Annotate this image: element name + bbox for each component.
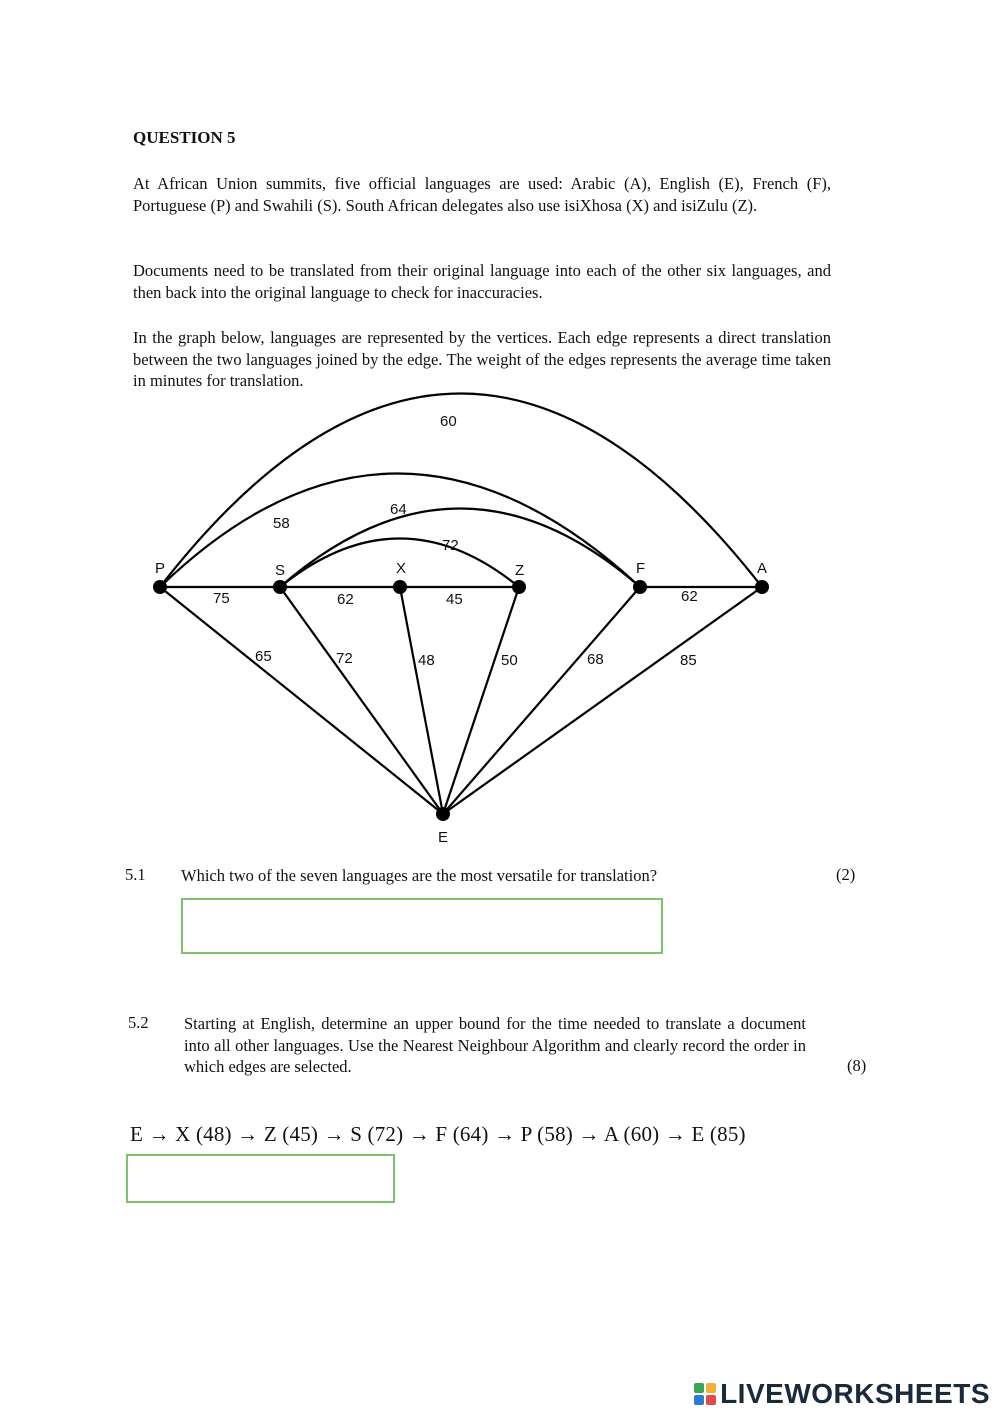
weight-F-A: 62: [681, 588, 698, 605]
weight-X-Z: 45: [446, 591, 463, 608]
weight-P-F: 58: [273, 515, 290, 532]
edge-S-F: [280, 509, 640, 588]
q52-answer-text: E → X (48) → Z (45) → S (72) → F (64) → P (58) → A (60) → E (85): [130, 1122, 746, 1146]
edge-S-E: [280, 587, 443, 814]
weight-S-Z: 72: [442, 537, 459, 554]
vertex-label-F: F: [636, 560, 646, 577]
brand-name: LIVEWORKSHEETS: [720, 1378, 990, 1409]
weight-S-E: 72: [336, 650, 353, 667]
vertex-X: [393, 580, 407, 594]
weight-P-E: 65: [255, 648, 272, 665]
vertex-P: [153, 580, 167, 594]
instructions-paragraph: Documents need to be translated from their original language into each of the other six languages, and then back into the original language to check for inaccuracies.: [133, 261, 831, 302]
graph-description-paragraph: In the graph below, languages are represented by the vertices. Each edge represents a direct translation between the two languages joined by the edge. The weight of the edges represents the average time taken in minutes for translation.: [133, 328, 831, 390]
page-title: QUESTION 5: [133, 128, 236, 147]
liveworksheets-logo: [694, 1378, 990, 1410]
q52-marks: (8): [847, 1056, 867, 1075]
vertex-S: [273, 580, 287, 594]
edge-P-E: [160, 587, 443, 814]
vertex-label-A: A: [757, 560, 768, 577]
weight-X-E: 48: [418, 652, 435, 669]
intro-paragraph: At African Union summits, five official languages are used: Arabic (A), English (E), French (F), Portuguese (P) and Swahili (S). South African delegates also use isiXhosa (X) and isiZulu (Z).: [133, 174, 831, 215]
q51-answer-box[interactable]: [181, 898, 663, 954]
q52-number: 5.2: [128, 1013, 149, 1032]
vertex-label-S: S: [275, 562, 286, 579]
edge-Z-E: [443, 587, 519, 814]
weight-P-S: 75: [213, 590, 230, 607]
q51-number: 5.1: [125, 865, 146, 884]
edge-A-E: [443, 587, 762, 814]
vertex-label-E: E: [438, 829, 449, 846]
q52-answer-box[interactable]: [126, 1154, 395, 1203]
weight-Z-E: 50: [501, 652, 518, 669]
q51-text: Which two of the seven languages are the most versatile for translation?: [181, 866, 658, 885]
weight-S-F: 64: [390, 501, 407, 518]
edge-F-E: [443, 587, 640, 814]
vertex-A: [755, 580, 769, 594]
q52-text: Starting at English, determine an upper bound for the time needed to translate a document into all other languages. Use the Nearest Neighbour Algorithm and clearly record the order in which edges are selected.: [184, 1014, 806, 1076]
vertex-label-X: X: [396, 560, 407, 577]
weight-F-E: 68: [587, 651, 604, 668]
logo-square-1: [694, 1383, 704, 1393]
weight-A-E: 85: [680, 652, 697, 669]
language-graph: [0, 390, 1000, 860]
weight-S-X: 62: [337, 591, 354, 608]
vertex-label-P: P: [155, 560, 166, 577]
logo-square-3: [694, 1395, 704, 1405]
weight-P-A: 60: [440, 413, 457, 430]
edge-X-E: [400, 587, 443, 814]
vertex-Z: [512, 580, 526, 594]
vertex-label-Z: Z: [515, 562, 525, 579]
vertex-F: [633, 580, 647, 594]
logo-square-4: [706, 1395, 716, 1405]
edge-P-A: [160, 394, 762, 588]
logo-square-2: [706, 1383, 716, 1393]
q51-marks: (2): [836, 865, 856, 884]
liveworksheets-icon: [694, 1383, 716, 1405]
vertex-E: [436, 807, 450, 821]
